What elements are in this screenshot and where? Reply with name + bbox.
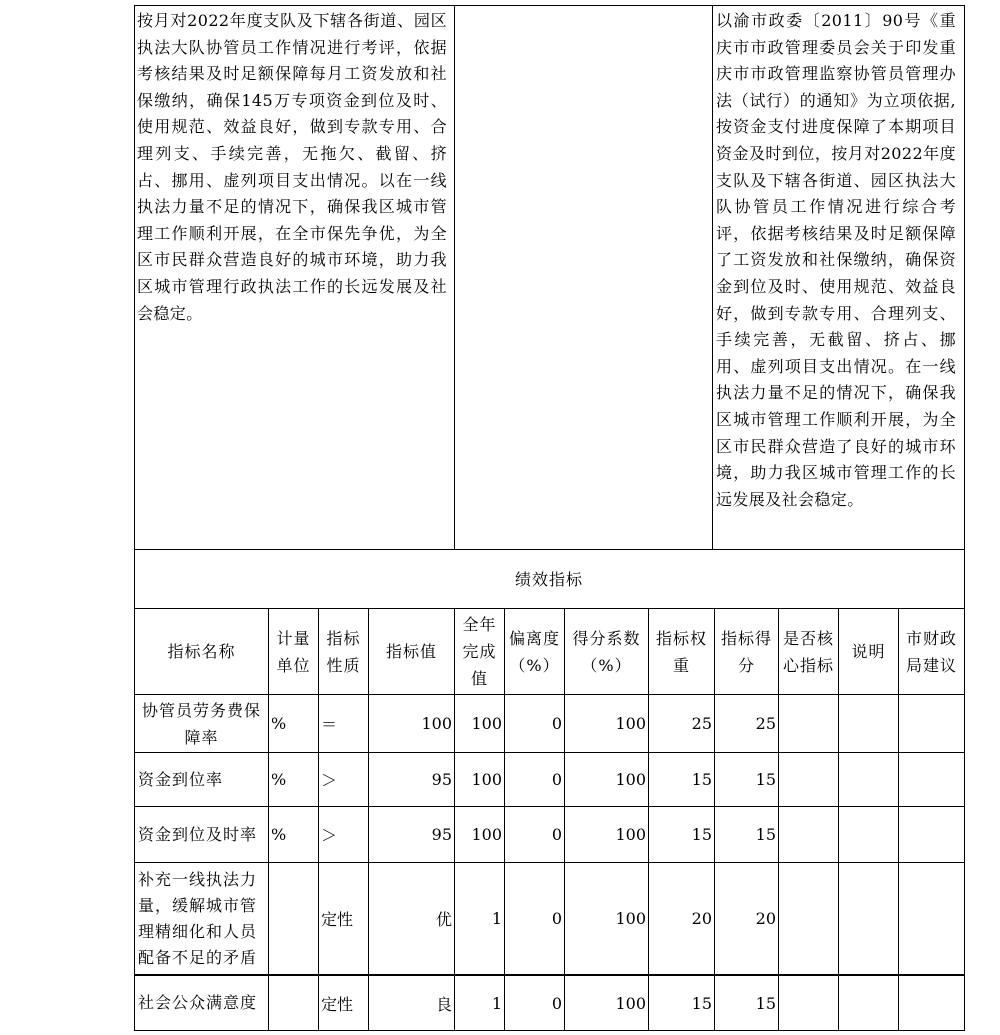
row-2-coef bbox=[565, 807, 648, 862]
row-0-nature-text bbox=[321, 712, 337, 735]
row-1-actual-text bbox=[471, 770, 502, 789]
text-line: （%） bbox=[581, 655, 632, 675]
row-0-target bbox=[369, 695, 454, 752]
table-top-border bbox=[134, 5, 965, 6]
text-line: 协管员劳务费保 bbox=[141, 700, 261, 720]
row-4-actual-text bbox=[492, 994, 502, 1013]
header-is-core bbox=[779, 609, 838, 694]
header-weight bbox=[649, 609, 714, 694]
top-right-text: 以渝市政委〔2011〕90号《重庆市市政管理委员会关于印发重庆市市政管理监察协管员管理办法（试行）的通知》为立项依据,按资金支付进度保障了本期项目资金及时到位，按月对2022年度支队及下辖各街道、园区执法大队协管员工作情况进行综合考评，依据考核结果及时足额保障了工资发放和社保缴纳，确保资金到位及时、使用规范、效益良好，做到专款专用、合理列支、手续完善，无截留、挤占、挪用、虚列项目支出情况。在一线执法力量不足的情况下，确保我区城市管理工作顺利开展，为全区市民群众营造了良好的城市环境，助力我区城市管理工作的长远发展及社会稳定。 bbox=[716, 11, 956, 509]
row-2-score bbox=[715, 807, 778, 862]
row-3-weight-text bbox=[692, 909, 712, 928]
row-4-weight-text bbox=[692, 994, 712, 1013]
text-line: 得分系数 bbox=[572, 628, 641, 648]
row-4-unit bbox=[269, 976, 318, 1030]
text-line: 0 bbox=[551, 825, 562, 844]
project-description-left bbox=[137, 8, 447, 543]
header-score-text bbox=[721, 625, 772, 679]
text-line: % bbox=[271, 825, 287, 844]
header-nature-text bbox=[326, 625, 360, 679]
text-line: 100 bbox=[471, 825, 502, 844]
text-line: 100 bbox=[615, 825, 646, 844]
text-line: 100 bbox=[471, 770, 502, 789]
text-line: 值 bbox=[470, 669, 488, 688]
row-3-nature bbox=[319, 863, 368, 974]
row-1-coef bbox=[565, 753, 648, 806]
text-line: 15 bbox=[755, 825, 776, 844]
project-description-middle bbox=[457, 8, 707, 543]
text-line: 指标名称 bbox=[167, 642, 236, 661]
row-4-name-text bbox=[138, 990, 257, 1016]
row-1-unit-text bbox=[271, 770, 286, 789]
header-weight-text bbox=[656, 625, 707, 679]
row-0-nature bbox=[319, 695, 368, 752]
header-nature bbox=[319, 609, 368, 694]
text-line: 说明 bbox=[851, 642, 886, 661]
text-line: 0 bbox=[551, 909, 562, 928]
row-2-score-text bbox=[756, 825, 776, 844]
row-0-weight-text bbox=[692, 714, 712, 733]
text-line: ＝ bbox=[321, 715, 338, 734]
row-0-name-text bbox=[142, 697, 261, 751]
header-deviation-text bbox=[509, 625, 560, 679]
header-deviation bbox=[505, 609, 564, 694]
row-2-actual bbox=[455, 807, 504, 862]
row-0-deviation-text bbox=[552, 714, 562, 733]
row-4-note bbox=[839, 976, 898, 1030]
row-0-weight bbox=[649, 695, 714, 752]
row-0-unit bbox=[269, 695, 318, 752]
row-0-score bbox=[715, 695, 778, 752]
row-2-weight bbox=[649, 807, 714, 862]
header-actual-value bbox=[455, 609, 504, 694]
top-divider-2 bbox=[712, 5, 713, 550]
row-1-name-text bbox=[138, 767, 223, 793]
text-line: 1 bbox=[491, 909, 502, 928]
text-line: 计量 bbox=[276, 628, 311, 648]
row-2-target bbox=[369, 807, 454, 862]
section-title bbox=[134, 550, 964, 608]
text-line: 完成 bbox=[462, 642, 497, 661]
text-line: 25 bbox=[691, 714, 712, 733]
text-line: 指标权 bbox=[655, 628, 707, 648]
row-4-nature bbox=[319, 976, 368, 1030]
text-line: 1 bbox=[491, 993, 502, 1013]
row-3-score-text bbox=[756, 909, 776, 928]
row-2-target-text bbox=[432, 825, 452, 844]
row-3-advice bbox=[899, 863, 964, 974]
row-1-coef-text bbox=[615, 770, 646, 789]
header-score bbox=[715, 609, 778, 694]
text-line: 量，缓解城市管 bbox=[138, 895, 258, 915]
row-0-note bbox=[839, 695, 898, 752]
text-line: 良 bbox=[435, 994, 452, 1014]
text-line: 15 bbox=[755, 993, 776, 1013]
text-line: 0 bbox=[551, 993, 562, 1013]
row-2-name bbox=[135, 807, 268, 862]
row-1-weight-text bbox=[692, 770, 712, 789]
row-0-unit-text bbox=[271, 714, 286, 733]
text-line: 100 bbox=[421, 714, 452, 733]
text-line: 资金到位率 bbox=[138, 769, 224, 789]
text-line: 分 bbox=[737, 655, 755, 675]
row-4-coef-text bbox=[615, 994, 646, 1013]
row-1-unit bbox=[269, 753, 318, 806]
text-line: 指标值 bbox=[385, 642, 437, 661]
text-line: 理精细化和人员 bbox=[138, 921, 258, 941]
row-1-score bbox=[715, 753, 778, 806]
text-line: 指标 bbox=[326, 628, 361, 648]
header-is-core-text bbox=[783, 625, 834, 679]
header-note-text bbox=[851, 638, 885, 665]
row-3-nature-text bbox=[321, 907, 353, 930]
text-line: 15 bbox=[755, 770, 776, 789]
text-line: 0 bbox=[551, 714, 562, 733]
row-0-actual-text bbox=[471, 714, 502, 733]
row-1-deviation bbox=[505, 753, 564, 806]
text-line: 100 bbox=[615, 993, 646, 1013]
text-line: 心指标 bbox=[782, 655, 834, 675]
row-4-deviation-text bbox=[552, 994, 562, 1013]
row-2-advice bbox=[899, 807, 964, 862]
header-target-value-text bbox=[386, 638, 437, 665]
header-indicator-name-text bbox=[167, 638, 235, 665]
row-4-name bbox=[135, 976, 268, 1030]
row-3-score bbox=[715, 863, 778, 974]
row-1-core bbox=[779, 753, 838, 806]
header-finance-advice-text bbox=[906, 625, 957, 679]
row-0-score-text bbox=[756, 714, 776, 733]
top-divider-1 bbox=[454, 5, 455, 550]
row-2-deviation bbox=[505, 807, 564, 862]
text-line: 95 bbox=[431, 825, 452, 844]
row-2-unit-text bbox=[271, 825, 286, 844]
text-line: （%） bbox=[509, 655, 560, 675]
row-0-actual bbox=[455, 695, 504, 752]
text-line: 社会公众满意度 bbox=[138, 993, 258, 1012]
row-3-name-text bbox=[138, 867, 257, 971]
row-0-target-text bbox=[421, 714, 452, 733]
text-line: 重 bbox=[672, 655, 690, 675]
text-line: 25 bbox=[755, 714, 776, 733]
row-0-name bbox=[135, 695, 268, 752]
row-1-deviation-text bbox=[552, 770, 562, 789]
text-line: 全年 bbox=[462, 615, 497, 634]
row-1-advice bbox=[899, 753, 964, 806]
row-2-unit bbox=[269, 807, 318, 862]
row-1-nature bbox=[319, 753, 368, 806]
text-line: ＞ bbox=[321, 771, 338, 790]
row-4-target-text bbox=[436, 992, 452, 1015]
row-4-deviation bbox=[505, 976, 564, 1030]
text-line: 15 bbox=[691, 770, 712, 789]
table-row-border bbox=[134, 1030, 965, 1031]
text-line: 性质 bbox=[326, 655, 361, 675]
row-2-note bbox=[839, 807, 898, 862]
row-1-score-text bbox=[756, 770, 776, 789]
row-2-core bbox=[779, 807, 838, 862]
text-line: 0 bbox=[551, 770, 562, 789]
row-3-core bbox=[779, 863, 838, 974]
text-line: % bbox=[271, 770, 287, 789]
row-0-coef bbox=[565, 695, 648, 752]
row-4-target bbox=[369, 976, 454, 1030]
row-1-weight bbox=[649, 753, 714, 806]
row-0-advice bbox=[899, 695, 964, 752]
row-3-unit bbox=[269, 863, 318, 974]
text-line: 障率 bbox=[184, 727, 219, 747]
text-line: 局建议 bbox=[905, 655, 957, 675]
row-3-note bbox=[839, 863, 898, 974]
row-3-weight bbox=[649, 863, 714, 974]
row-0-core bbox=[779, 695, 838, 752]
row-3-target-text bbox=[436, 907, 452, 930]
text-line: 是否核 bbox=[782, 628, 834, 648]
header-unit bbox=[269, 609, 318, 694]
text-line: 单位 bbox=[276, 655, 311, 675]
text-line: 20 bbox=[755, 909, 776, 928]
text-line: % bbox=[271, 714, 287, 733]
row-4-weight bbox=[649, 976, 714, 1030]
text-line: 100 bbox=[615, 909, 646, 928]
row-4-score bbox=[715, 976, 778, 1030]
header-actual-value-text bbox=[462, 611, 496, 692]
row-2-nature bbox=[319, 807, 368, 862]
row-1-actual bbox=[455, 753, 504, 806]
top-left-text: 按月对2022年度支队及下辖各街道、园区执法大队协管员工作情况进行考评，依据考核结果及时足额保障每月工资发放和社保缴纳，确保145万专项资金到位及时、使用规范、效益良好，做到专款专用、合理列支、手续完善，无拖欠、截留、挤占、挪用、虚列项目支出情况。以在一线执法力量不足的情况下，确保我区城市管理工作顺利开展，在全市保先争优，为全区市民群众营造良好的城市环境，助力我区城市管理行政执法工作的长远发展及社会稳定。 bbox=[137, 11, 447, 323]
row-3-deviation-text bbox=[552, 909, 562, 928]
row-4-core bbox=[779, 976, 838, 1030]
row-2-deviation-text bbox=[552, 825, 562, 844]
text-line: 100 bbox=[615, 714, 646, 733]
section-title-text: 绩效指标 bbox=[514, 569, 583, 589]
header-score-coefficient bbox=[565, 609, 648, 694]
text-line: ＞ bbox=[321, 826, 338, 845]
header-finance-advice bbox=[899, 609, 964, 694]
text-line: 定性 bbox=[321, 994, 354, 1014]
row-2-nature-text bbox=[321, 823, 337, 846]
row-1-target-text bbox=[432, 770, 452, 789]
row-2-actual-text bbox=[471, 825, 502, 844]
text-line: 100 bbox=[615, 770, 646, 789]
row-3-deviation bbox=[505, 863, 564, 974]
text-line: 补充一线执法力 bbox=[138, 869, 258, 889]
row-3-target bbox=[369, 863, 454, 974]
row-2-coef-text bbox=[615, 825, 646, 844]
header-indicator-name bbox=[135, 609, 268, 694]
text-line: 指标得 bbox=[720, 628, 772, 648]
row-4-score-text bbox=[756, 994, 776, 1013]
project-description-right bbox=[716, 8, 956, 548]
text-line: 配备不足的矛盾 bbox=[138, 947, 258, 967]
text-line: 15 bbox=[691, 825, 712, 844]
row-1-target bbox=[369, 753, 454, 806]
row-2-weight-text bbox=[692, 825, 712, 844]
row-4-actual bbox=[455, 976, 504, 1030]
row-1-note bbox=[839, 753, 898, 806]
row-1-name bbox=[135, 753, 268, 806]
row-4-coef bbox=[565, 976, 648, 1030]
row-3-actual-text bbox=[492, 909, 502, 928]
text-line: 优 bbox=[435, 910, 452, 929]
text-line: 15 bbox=[691, 993, 712, 1013]
row-0-coef-text bbox=[615, 714, 646, 733]
header-note bbox=[839, 609, 898, 694]
row-3-name bbox=[135, 863, 268, 974]
row-1-nature-text bbox=[321, 768, 337, 791]
text-line: 偏离度 bbox=[508, 628, 560, 648]
table-right-border bbox=[964, 5, 965, 1031]
text-line: 定性 bbox=[321, 910, 354, 929]
text-line: 100 bbox=[471, 714, 502, 733]
header-score-coefficient-text bbox=[572, 625, 640, 679]
text-line: 市财政 bbox=[905, 628, 957, 648]
text-line: 20 bbox=[691, 909, 712, 928]
row-3-coef-text bbox=[615, 909, 646, 928]
text-line: 95 bbox=[431, 770, 452, 789]
text-line: 资金到位及时率 bbox=[138, 824, 258, 844]
row-3-coef bbox=[565, 863, 648, 974]
row-3-actual bbox=[455, 863, 504, 974]
row-0-deviation bbox=[505, 695, 564, 752]
row-4-advice bbox=[899, 976, 964, 1030]
row-2-name-text bbox=[138, 822, 257, 848]
row-4-nature-text bbox=[321, 992, 353, 1015]
header-unit-text bbox=[276, 625, 310, 679]
header-target-value bbox=[369, 609, 454, 694]
